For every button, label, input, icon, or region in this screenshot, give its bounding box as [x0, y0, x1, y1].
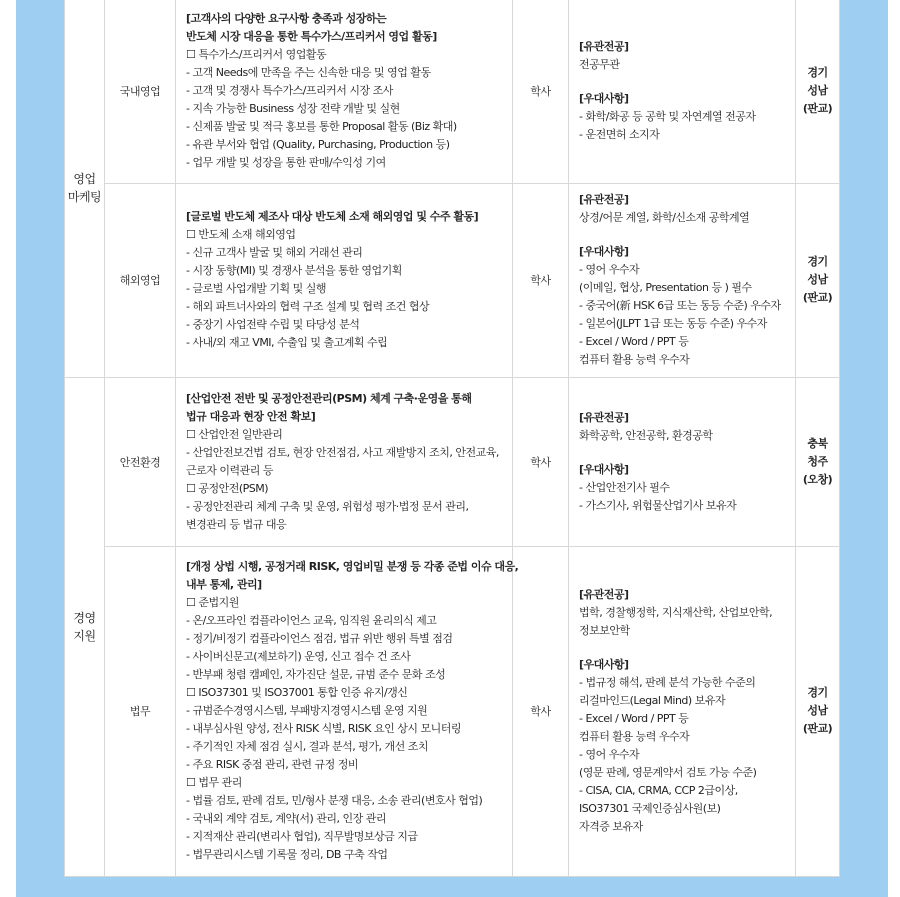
sub-category-label: 법무 — [129, 705, 151, 718]
duty-item: - 시장 동향(MI) 및 경쟁사 분석을 통한 영업기획 — [186, 264, 402, 277]
duty-item: - 신제품 발굴 및 적극 홍보를 통한 Proposal 활동 (Biz 확대) — [186, 120, 457, 134]
preferred-item: ISO37301 국제인증심사원(보) — [579, 802, 721, 815]
degree-label: 학사 — [530, 85, 551, 99]
location-label: (판교) — [802, 102, 833, 116]
duty-item: - 사이버신문고(제보하기) 운영, 신고 접수 건 조사 — [186, 650, 411, 663]
duty-item: - 법무관리시스템 기록물 정리, DB 구축 작업 — [186, 848, 388, 861]
duty-title: [글로벌 반도체 제조사 대상 반도체 소재 해외영업 및 수주 활동] — [186, 210, 479, 223]
sub-category-cell — [105, 377, 176, 546]
duty-title: [고객사의 다양한 요구사항 충족과 성장하는 — [186, 12, 387, 26]
duty-cell — [176, 546, 519, 876]
sub-category-label: 해외영업 — [119, 274, 161, 287]
duty-item: ☐ 공정안전(PSM) — [186, 481, 269, 495]
location-cell — [796, 546, 840, 876]
location-label: 성남 — [807, 84, 828, 98]
major-heading: [유관전공] — [579, 588, 629, 601]
location-label: (판교) — [802, 291, 833, 304]
duty-title: [개정 상법 시행, 공정거래 RISK, 영업비밀 분쟁 등 각종 준법 이슈 대응, — [186, 560, 519, 573]
location-cell — [796, 183, 840, 377]
duty-item: - 국내외 계약 검토, 계약(서) 관리, 인장 관리 — [186, 812, 387, 825]
spacer — [579, 640, 787, 656]
sub-category-cell — [105, 0, 176, 183]
preferred-item: - 운전면허 소지자 — [579, 128, 660, 142]
duty-item: - 신규 고객사 발굴 및 해외 거래선 관리 — [186, 246, 363, 259]
duty-item: - 사내/외 재고 VMI, 수출입 및 출고계획 수립 — [186, 336, 388, 349]
requirements-cell — [569, 0, 796, 183]
category-label: 지원 — [73, 628, 96, 643]
preferred-heading: [우대사항] — [579, 462, 629, 476]
duty-item: - 지적재산 관리(변리사 협업), 직무발명보상금 지급 — [186, 830, 418, 843]
duty-item: - 법률 검토, 판례 검토, 민/형사 분쟁 대응, 소송 관리(변호사 협업) — [186, 794, 483, 807]
location-label: 경기 — [807, 255, 828, 268]
degree-cell — [513, 183, 569, 377]
location-label: (오창) — [802, 472, 833, 486]
spacer — [579, 74, 787, 90]
preferred-item: 컴퓨터 활용 능력 우수자 — [579, 353, 690, 366]
duty-item: - 반부패 청렴 캠페인, 자가진단 설문, 규범 준수 문화 조성 — [186, 668, 446, 681]
preferred-heading: [우대사항] — [579, 245, 629, 258]
job-row-overseas-sales — [65, 183, 840, 377]
duty-item: ☐ 특수가스/프리커서 영업활동 — [186, 48, 327, 62]
duty-item: - 규범준수경영시스템, 부패방지경영시스템 운영 지원 — [186, 704, 428, 717]
duty-item: ☐ 반도체 소재 해외영업 — [186, 228, 296, 241]
major-text: 전공무관 — [579, 58, 620, 72]
duty-item: - 주기적인 자체 점검 실시, 결과 분석, 평가, 개선 조치 — [186, 740, 428, 753]
duty-item: - 글로벌 사업개발 기획 및 실행 — [186, 282, 326, 295]
location-label: 성남 — [807, 704, 828, 717]
duty-item: - 지속 가능한 Business 성장 전략 개발 및 실현 — [186, 102, 400, 116]
major-heading: [유관전공] — [579, 193, 629, 206]
spacer — [579, 445, 787, 461]
sub-category-label: 안전환경 — [119, 455, 161, 469]
duty-item: - 업무 개발 및 성장을 통한 판매/수익성 기여 — [186, 156, 386, 170]
location-label: 성남 — [807, 273, 828, 286]
preferred-item: - 법규정 해석, 판례 분석 가능한 수준의 — [579, 676, 756, 689]
duty-item: 근로자 이력관리 등 — [186, 463, 274, 477]
preferred-item: - 영어 우수자 — [579, 748, 640, 761]
location-label: 경기 — [807, 66, 828, 80]
requirements-cell — [569, 183, 796, 377]
preferred-item: - 중국어(新 HSK 6급 또는 동등 수준) 우수자 — [579, 299, 781, 312]
preferred-item: 자격증 보유자 — [579, 820, 643, 833]
preferred-item: - CISA, CIA, CRMA, CCP 2급이상, — [579, 784, 738, 797]
requirements-cell — [569, 377, 796, 546]
preferred-item: - 가스기사, 위험물산업기사 보유자 — [579, 498, 737, 512]
major-text: 상경/어문 계열, 화학/신소재 공학계열 — [579, 211, 750, 224]
duty-item: - 해외 파트너사와의 협력 구조 설계 및 협력 조건 협상 — [186, 300, 430, 313]
degree-cell — [513, 0, 569, 183]
category-label: 영업 — [73, 172, 96, 187]
duty-item: ☐ ISO37301 및 ISO37001 통합 인증 유지/갱신 — [186, 686, 408, 699]
duty-item: ☐ 법무 관리 — [186, 776, 242, 789]
preferred-item: 리걸마인드(Legal Mind) 보유자 — [579, 694, 726, 707]
location-label: 경기 — [807, 686, 828, 699]
location-cell — [796, 0, 840, 183]
job-row-safety-environment — [65, 377, 840, 546]
preferred-heading: [우대사항] — [579, 658, 629, 671]
requirements-cell — [569, 546, 796, 876]
duty-item: - 산업안전보건법 검토, 현장 안전점검, 사고 재발방지 조치, 안전교육, — [186, 445, 499, 459]
duty-item: - 공정안전관리 체계 구축 및 운영, 위험성 평가·법정 문서 관리, — [186, 499, 469, 513]
duty-title: 내부 통제, 관리] — [186, 578, 262, 591]
preferred-item: - Excel / Word / PPT 등 — [579, 335, 689, 348]
preferred-item: (이메일, 협상, Presentation 등 ) 필수 — [579, 281, 752, 294]
duty-item: - 정기/비정기 컴플라이언스 점검, 법규 위반 행위 특별 점검 — [186, 632, 453, 645]
degree-cell — [513, 546, 569, 876]
duty-cell — [176, 377, 513, 546]
degree-cell — [513, 377, 569, 546]
preferred-heading: [우대사항] — [579, 92, 629, 106]
category-cell — [65, 377, 105, 876]
duty-item: - 주요 RISK 중점 관리, 관련 규정 정비 — [186, 758, 359, 771]
duty-item: - 온/오프라인 컴플라이언스 교육, 임직원 윤리의식 제고 — [186, 614, 437, 627]
major-heading: [유관전공] — [579, 40, 629, 54]
duty-cell — [176, 0, 513, 183]
duty-item: - 유관 부서와 협업 (Quality, Purchasing, Production 등) — [186, 138, 450, 152]
location-label: 청주 — [807, 454, 828, 468]
location-cell — [796, 377, 840, 546]
duty-title: 법규 대응과 현장 안전 확보] — [186, 409, 316, 423]
duty-item: ☐ 산업안전 일반관리 — [186, 427, 283, 441]
major-text: 정보보안학 — [579, 624, 630, 637]
job-posting-table — [64, 0, 840, 877]
preferred-item: - 화학/화공 등 공학 및 자연계열 전공자 — [579, 110, 756, 124]
category-cell — [65, 0, 105, 377]
preferred-item: (영문 판례, 영문계약서 검토 가능 수준) — [579, 766, 757, 779]
preferred-item: 컴퓨터 활용 능력 우수자 — [579, 730, 690, 743]
duty-item: 변경관리 등 법규 대응 — [186, 517, 287, 531]
preferred-item: - 일본어(JLPT 1급 또는 동등 수준) 우수자 — [579, 317, 767, 330]
major-text: 화학공학, 안전공학, 환경공학 — [579, 428, 713, 442]
location-label: 충북 — [807, 436, 828, 450]
sub-category-cell — [105, 183, 176, 377]
duty-item: ☐ 준법지원 — [186, 596, 239, 609]
duty-cell — [176, 183, 513, 377]
category-label: 경영 — [73, 610, 96, 625]
degree-label: 학사 — [530, 455, 551, 469]
duty-item: - 고객 Needs에 만족을 주는 신속한 대응 및 영업 활동 — [186, 66, 431, 80]
spacer — [579, 227, 787, 243]
duty-item: - 중장기 사업전략 수립 및 타당성 분석 — [186, 318, 360, 331]
sub-category-label: 국내영업 — [119, 85, 161, 99]
sub-category-cell — [105, 546, 176, 876]
job-row-domestic-sales — [65, 0, 840, 183]
recruitment-table-sheet — [64, 0, 839, 876]
degree-label: 학사 — [530, 705, 551, 718]
major-text: 법학, 경찰행정학, 지식재산학, 산업보안학, — [579, 606, 773, 619]
duty-item: - 고객 및 경쟁사 특수가스/프리커서 시장 조사 — [186, 84, 393, 98]
duty-title: 반도체 시장 대응을 통한 특수가스/프리커서 영업 활동] — [186, 30, 437, 44]
major-heading: [유관전공] — [579, 410, 629, 424]
location-label: (판교) — [802, 722, 833, 735]
preferred-item: - 산업안전기사 필수 — [579, 480, 670, 494]
degree-label: 학사 — [530, 274, 551, 287]
preferred-item: - Excel / Word / PPT 등 — [579, 712, 689, 725]
category-label: 마케팅 — [67, 190, 102, 205]
preferred-item: - 영어 우수자 — [579, 263, 640, 276]
duty-title: [산업안전 전반 및 공정안전관리(PSM) 체계 구축·운영을 통해 — [186, 391, 472, 405]
job-row-legal — [65, 546, 840, 876]
duty-item: - 내부심사원 양성, 전사 RISK 식별, RISK 요인 상시 모니터링 — [186, 722, 461, 735]
